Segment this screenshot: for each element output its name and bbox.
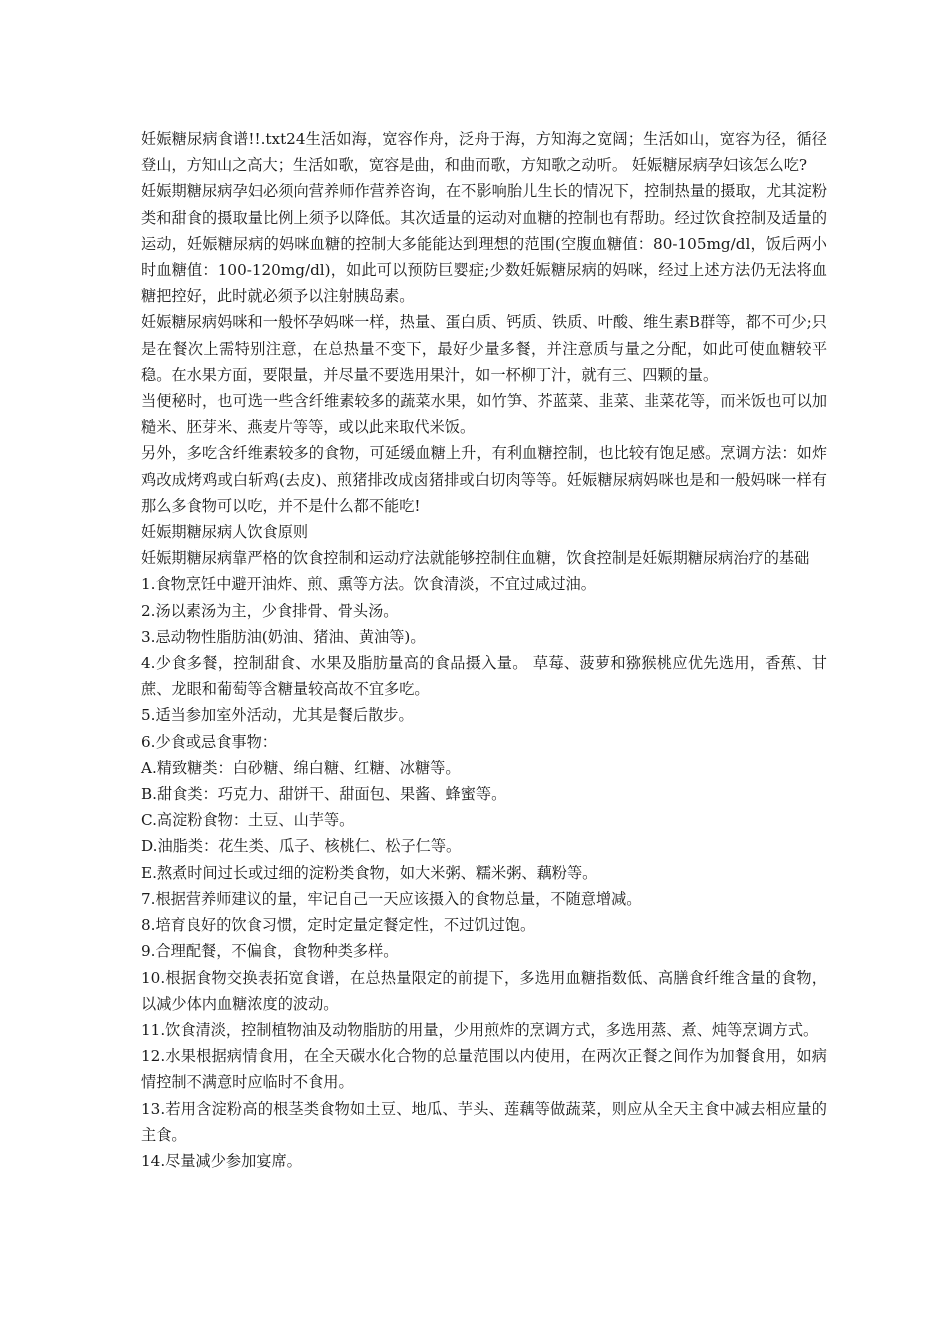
list-item-11: 11.饮食清淡，控制植物油及动物脂肪的用量，少用煎炸的烹调方式，多选用蒸、煮、炖等烹调方式。 (141, 1020, 819, 1039)
list-item-9: 9.合理配餐，不偏食，食物种类多样。 (141, 942, 399, 961)
list-item-4: 4.少食多餐，控制甜食、水果及脂肪量高的食品摄入量。 草莓、菠萝和猕猴桃应优先选用，香蕉、甘蔗、龙眼和葡萄等含糖量较高故不宜多吃。 (141, 654, 827, 699)
sub-item-b: B.甜食类：巧克力、甜饼干、甜面包、果酱、蜂蜜等。 (141, 785, 507, 804)
constipation-paragraph: 当便秘时，也可选一些含纤维素较多的蔬菜水果，如竹笋、芥蓝菜、韭菜、韭菜花等，而米饭也可以加糙米、胚芽米、燕麦片等等，或以此来取代米饭。 (141, 392, 827, 437)
section-heading: 妊娠期糖尿病人饮食原则 (141, 523, 309, 542)
list-item-7: 7.根据营养师建议的量，牢记自己一天应该摄入的食物总量，不随意增减。 (141, 889, 642, 908)
document-body (141, 126, 827, 1174)
list-item-2: 2.汤以素汤为主，少食排骨、骨头汤。 (141, 601, 399, 620)
list-item-13: 13.若用含淀粉高的根茎类食物如土豆、地瓜、芋头、莲藕等做蔬菜，则应从全天主食中减去相应量的主食。 (141, 1099, 827, 1144)
list-item-6: 6.少食或忌食事物： (141, 732, 277, 751)
fiber-paragraph: 另外，多吃含纤维素较多的食物，可延缓血糖上升，有利血糖控制，也比较有饱足感。烹调方法：如炸鸡改成烤鸡或白斩鸡(去皮)、煎猪排改成卤猪排或白切肉等等。妊娠糖尿病妈咪也是和一般妈咪一样有那么多食物可以吃，并不是什么都不能吃! (141, 444, 827, 515)
sub-item-d: D.油脂类：花生类、瓜子、核桃仁、松子仁等。 (141, 837, 462, 856)
sub-item-e: E.熬煮时间过长或过细的淀粉类食物，如大米粥、糯米粥、藕粉等。 (141, 863, 598, 882)
sub-item-a: A.精致糖类：白砂糖、绵白糖、红糖、冰糖等。 (141, 758, 461, 777)
consultation-paragraph: 妊娠期糖尿病孕妇必须向营养师作营养咨询，在不影响胎儿生长的情况下，控制热量的摄取，尤其淀粉类和甜食的摄取量比例上须予以降低。其次适量的运动对血糖的控制也有帮助。经过饮食控制及适量的运动，妊娠糖尿病的妈咪血糖的控制大多能能达到理想的范围(空腹血糖值：80-105mg/dl，饭后两小时血糖值：100-120mg/dl)，如此可以预防巨婴症;少数妊娠糖尿病的妈咪，经过上述方法仍无法将血糖把控好，此时就必须予以注射胰岛素。 (141, 182, 827, 306)
list-item-14: 14.尽量减少参加宴席。 (141, 1151, 302, 1170)
sub-item-c: C.高淀粉食物：土豆、山芋等。 (141, 811, 355, 830)
list-item-10: 10.根据食物交换表拓宽食谱，在总热量限定的前提下，多选用血糖指数低、高膳食纤维含量的食物，以减少体内血糖浓度的波动。 (141, 968, 827, 1013)
list-item-8: 8.培育良好的饮食习惯，定时定量定餐定性，不过饥过饱。 (141, 916, 536, 935)
intro-paragraph: 妊娠糖尿病食谱!!.txt24生活如海，宽容作舟，泛舟于海，方知海之宽阔；生活如山，宽容为径，循径登山，方知山之高大；生活如歌，宽容是曲，和曲而歌，方知歌之动听。 妊娠糖尿病孕妇该怎么吃? (141, 130, 827, 175)
nutrition-paragraph: 妊娠糖尿病妈咪和一般怀孕妈咪一样，热量、蛋白质、钙质、铁质、叶酸、维生素B群等，都不可少;只是在餐次上需特别注意，在总热量不变下，最好少量多餐，并注意质与量之分配，如此可使血糖较平稳。在水果方面，要限量，并尽量不要选用果汁，如一杯柳丁汁，就有三、四颗的量。 (141, 313, 827, 384)
list-item-1: 1.食物烹饪中避开油炸、煎、熏等方法。饮食清淡，不宜过咸过油。 (141, 575, 596, 594)
list-item-3: 3.忌动物性脂肪油(奶油、猪油、黄油等)。 (141, 627, 426, 646)
section-intro: 妊娠期糖尿病靠严格的饮食控制和运动疗法就能够控制住血糖，饮食控制是妊娠期糖尿病治疗的基础 (141, 549, 810, 568)
list-item-12: 12.水果根据病情食用，在全天碳水化合物的总量范围以内使用，在两次正餐之间作为加餐食用，如病情控制不满意时应临时不食用。 (141, 1047, 827, 1092)
list-item-5: 5.适当参加室外活动，尤其是餐后散步。 (141, 706, 414, 725)
